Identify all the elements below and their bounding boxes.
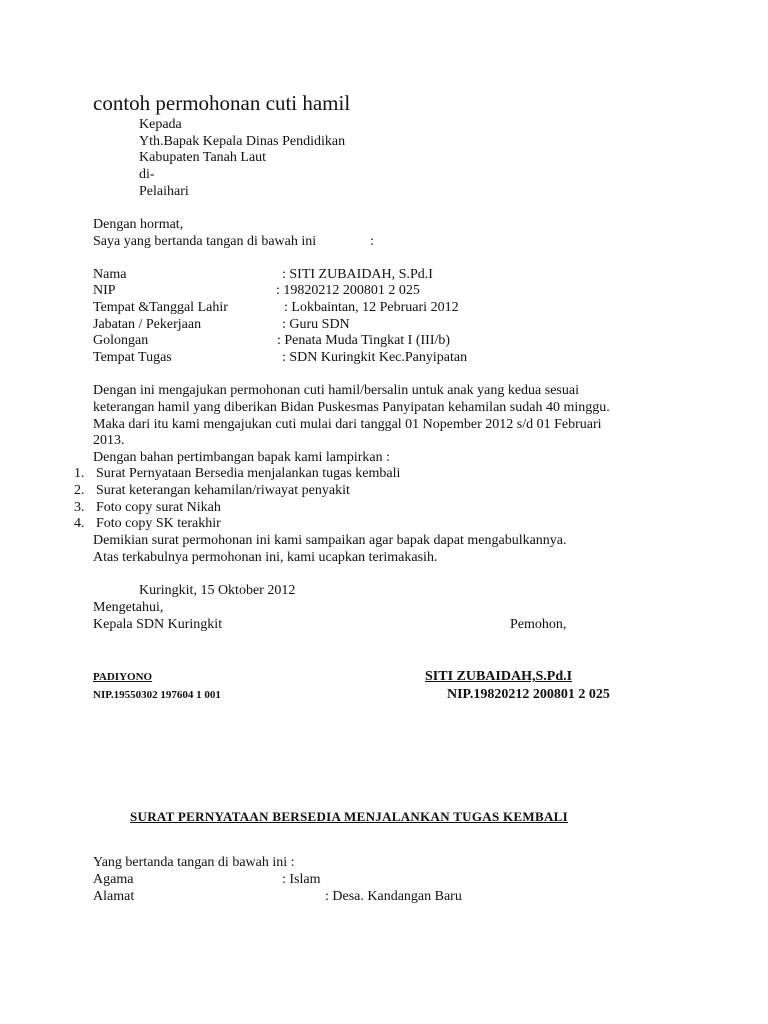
statement-value-religion: : Islam <box>282 872 321 887</box>
statement-heading: SURAT PERNYATAAN BERSEDIA MENJALANKAN TUGAS KEMBALI <box>130 809 568 824</box>
identity-value-nip: : 19820212 200801 2 025 <box>276 283 420 298</box>
identity-label-birth: Tempat &Tanggal Lahir <box>93 300 228 315</box>
statement-intro: Yang bertanda tangan di bawah ini : <box>93 855 295 870</box>
page-title: contoh permohonan cuti hamil <box>93 91 351 115</box>
applicant-nip: NIP.19820212 200801 2 025 <box>447 687 610 702</box>
closing-line-2: Atas terkabulnya permohonan ini, kami ucapkan terimakasih. <box>93 550 438 565</box>
closing-line-1: Demikian surat permohonan ini kami sampaikan agar bapak dapat mengabulkannya. <box>93 533 567 548</box>
identity-value-position: : Guru SDN <box>282 317 350 332</box>
address-line-1: Kepada <box>139 117 182 132</box>
attachment-item: Foto copy SK terakhir <box>96 516 221 531</box>
identity-label-name: Nama <box>93 267 127 282</box>
intro-text: Saya yang bertanda tangan di bawah ini <box>93 234 317 249</box>
body-line-1: Dengan ini mengajukan permohonan cuti hamil/bersalin untuk anak yang kedua sesuai <box>93 383 579 398</box>
identity-label-rank: Golongan <box>93 333 149 348</box>
intro-colon: : <box>370 234 374 249</box>
attachment-item: Surat Pernyataan Bersedia menjalankan tugas kembali <box>96 466 401 481</box>
identity-value-birth: : Lokbaintan, 12 Pebruari 2012 <box>284 300 459 315</box>
statement-label-religion: Agama <box>93 872 134 887</box>
attachment-item: Foto copy surat Nikah <box>96 500 221 515</box>
statement-value-address: : Desa. Kandangan Baru <box>325 889 462 904</box>
attachment-number: 2. <box>74 483 85 498</box>
identity-value-rank: : Penata Muda Tingkat I (III/b) <box>277 333 451 348</box>
attachment-number: 1. <box>74 466 85 481</box>
address-line-4: di- <box>139 167 155 182</box>
place-date: Kuringkit, 15 Oktober 2012 <box>139 583 296 598</box>
body-line-2: keterangan hamil yang diberikan Bidan Puskesmas Panyipatan kehamilan sudah 40 minggu. <box>93 400 610 415</box>
applicant-name: SITI ZUBAIDAH,S.Pd.I <box>425 669 573 684</box>
body-line-3: Maka dari itu kami mengajukan cuti mulai dari tanggal 01 Nopember 2012 s/d 01 Februari <box>93 417 602 432</box>
body-line-4: 2013. <box>93 433 125 448</box>
address-line-5: Pelaihari <box>139 184 189 199</box>
greeting: Dengan hormat, <box>93 217 184 232</box>
identity-label-workplace: Tempat Tugas <box>93 350 172 365</box>
attachment-item: Surat keterangan kehamilan/riwayat penyakit <box>96 483 350 498</box>
identity-value-workplace: : SDN Kuringkit Kec.Panyipatan <box>282 350 468 365</box>
identity-label-nip: NIP <box>93 283 116 298</box>
statement-label-address: Alamat <box>93 889 135 904</box>
headmaster-name: PADIYONO <box>93 671 153 683</box>
acknowledged-label: Mengetahui, <box>93 600 164 615</box>
attachment-number: 4. <box>74 516 85 531</box>
address-line-2: Yth.Bapak Kepala Dinas Pendidikan <box>139 134 346 149</box>
identity-value-name: : SITI ZUBAIDAH, S.Pd.I <box>282 267 433 282</box>
headmaster-nip: NIP.19550302 197604 1 001 <box>93 689 221 701</box>
identity-label-position: Jabatan / Pekerjaan <box>93 317 202 332</box>
applicant-title: Pemohon, <box>510 617 567 632</box>
address-line-3: Kabupaten Tanah Laut <box>139 150 267 165</box>
body-line-5: Dengan bahan pertimbangan bapak kami lampirkan : <box>93 450 391 465</box>
attachment-number: 3. <box>74 500 85 515</box>
headmaster-title: Kepala SDN Kuringkit <box>93 617 223 632</box>
